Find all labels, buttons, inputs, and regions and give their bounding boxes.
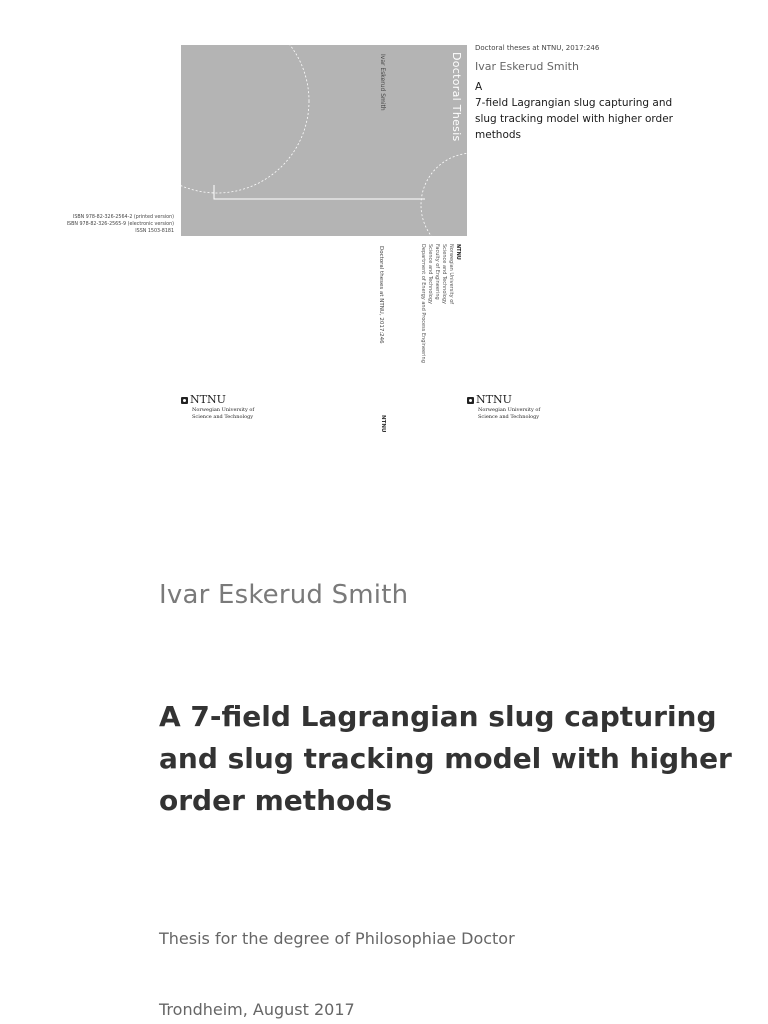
front-author: Ivar Eskerud Smith	[475, 60, 579, 73]
issn-line: ISSN 1503-8181	[135, 229, 174, 234]
ntnu-logo-word: NTNU	[476, 393, 512, 406]
title-page-author: Ivar Eskerud Smith	[159, 580, 409, 610]
ntnu-logo-subtitle: Norwegian University of	[478, 407, 541, 413]
title-page-title	[159, 696, 739, 822]
title-line: and slug tracking model with higher	[159, 742, 732, 775]
spine-ntnu-mark: NTNU	[380, 415, 386, 433]
cover-decoration	[181, 45, 467, 236]
ntnu-logo-icon	[181, 397, 188, 404]
cover-graphic-panel	[181, 45, 467, 236]
department-line: Norwegian University of	[448, 244, 454, 305]
ntnu-logo-subtitle: Science and Technology	[478, 414, 540, 420]
ntnu-logo-front	[467, 394, 540, 420]
front-title	[475, 79, 705, 143]
front-title-line: A	[475, 81, 483, 93]
front-series: Doctoral theses at NTNU, 2017:246	[475, 44, 600, 52]
cover-line	[214, 185, 425, 199]
ntnu-logo-back	[181, 394, 254, 420]
cover-arc-small	[421, 153, 467, 236]
title-page-degree: Thesis for the degree of Philosophiae Doctor	[159, 929, 515, 948]
department-line: Faculty of Engineering	[434, 244, 440, 300]
department-line: Science and Technology	[427, 244, 433, 304]
ntnu-logo-icon	[467, 397, 474, 404]
front-title-line: 7-field Lagrangian slug capturing and	[475, 97, 673, 109]
title-line: A 7-field Lagrangian slug capturing	[159, 700, 717, 733]
front-title-line: methods	[475, 129, 522, 141]
cover-arc-large	[181, 45, 309, 193]
title-line: order methods	[159, 784, 393, 817]
isbn-line: ISBN 978-82-326-2564-2 (printed version)	[72, 215, 174, 220]
spine-author: Ivar Eskerud Smith	[379, 54, 386, 111]
department-line: Department of Energy and Process Engineering	[420, 244, 426, 363]
department-line: NTNU	[455, 244, 461, 260]
title-page-place-date: Trondheim, August 2017	[159, 1000, 355, 1019]
department-block	[420, 244, 461, 363]
department-line: Science and Technology	[441, 244, 447, 304]
ntnu-logo-word: NTNU	[190, 393, 226, 406]
isbn-block	[40, 214, 174, 235]
spine-doctoral-thesis: Doctoral Thesis	[450, 52, 463, 142]
ntnu-logo-subtitle: Science and Technology	[192, 414, 254, 420]
isbn-line: ISBN 978-82-326-2565-9 (electronic version)	[66, 222, 174, 227]
ntnu-logo-subtitle: Norwegian University of	[192, 407, 255, 413]
front-title-line: slug tracking model with higher order	[475, 113, 673, 125]
spine-series: Doctoral theses at NTNU, 2017:246	[378, 246, 384, 344]
